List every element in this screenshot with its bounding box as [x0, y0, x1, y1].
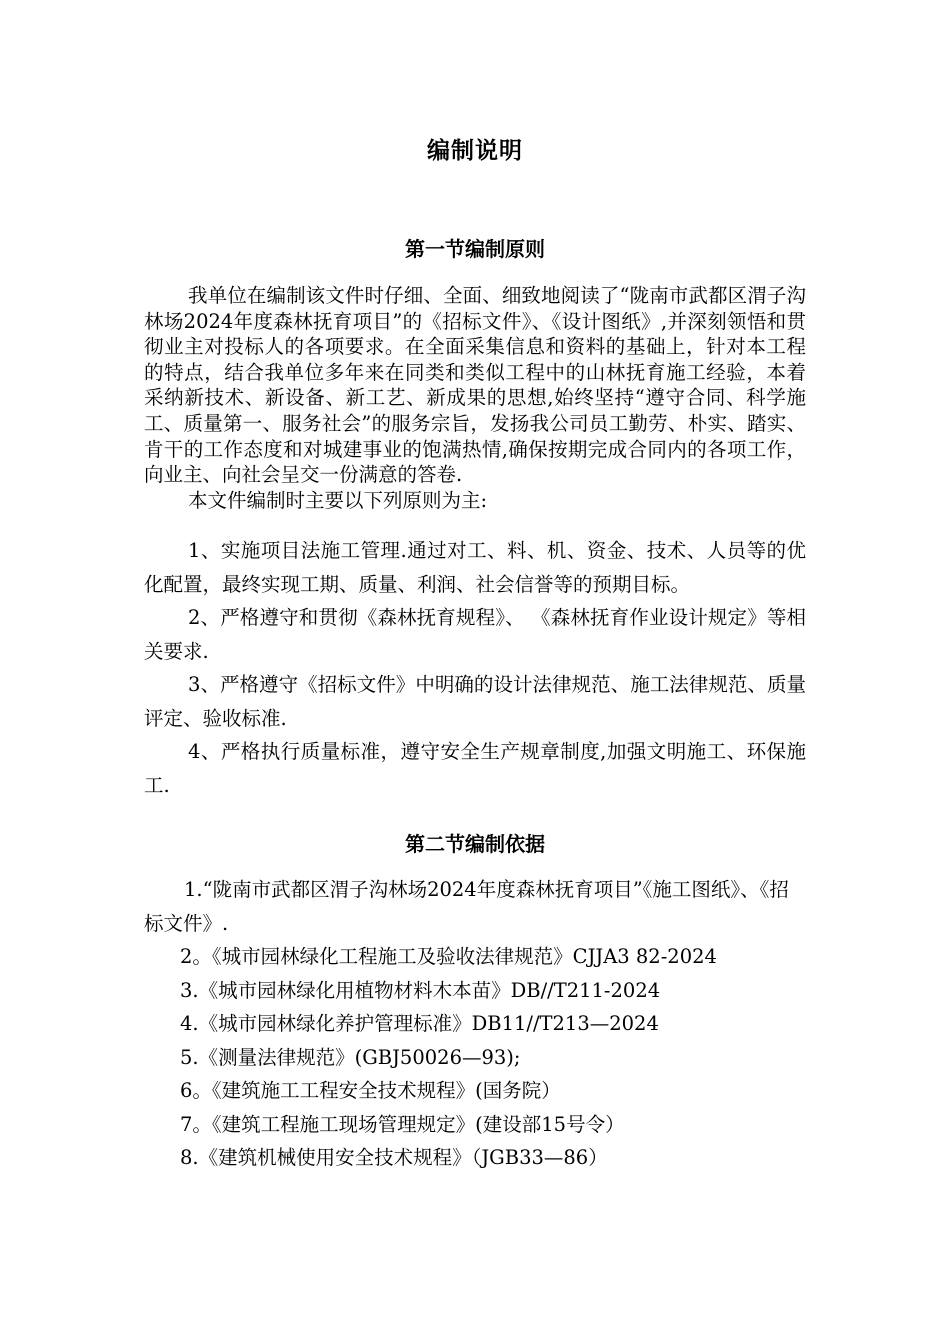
intro-paragraph: 我单位在编制该文件时仔细、全面、细致地阅读了“陇南市武都区渭子沟林场2024年度森林抚育项目”的《招标文件》、《设计图纸》,并深刻领悟和贯彻业主对投标人的各项要求。在全面采集信息和资料的基础上，针对本工程的特点，结合我单位多年来在同类和类似工程中的山林抚育施工经验，本着采纳新技术、新设备、新工艺、新成果的思想,始终坚持“遵守合同、科学施工、质量第一、服务社会”的服务宗旨，发扬我公司员工勤劳、朴实、踏实、肯干的工作态度和对城建事业的饱满热情,确保按期完成合同内的各项工作，向业主、向社会呈交一份满意的答卷. — [144, 284, 806, 487]
basis-item-6: 6。《建筑施工工程安全技术规程》(国务院） — [180, 1079, 561, 1102]
principles-list — [144, 534, 806, 802]
principles-lead: 本文件编制时主要以下列原则为主: — [188, 488, 488, 512]
principle-item-3: 3、严格遵守《招标文件》中明确的设计法律规范、施工法律规范、质量评定、验收标准. — [144, 673, 806, 730]
section-1-intro — [144, 283, 806, 513]
basis-item-1: 1.“陇南市武都区渭子沟林场2024年度森林抚育项目”《施工图纸》、《招标文件》. — [144, 878, 789, 935]
basis-list — [144, 873, 806, 1175]
basis-item-4: 4.《城市园林绿化养护管理标准》DB11//T213—2024 — [180, 1012, 659, 1035]
basis-item-5: 5.《测量法律规范》(GBJ50026—93); — [180, 1045, 521, 1069]
section-2-title: 第二节编制依据 — [405, 832, 545, 856]
document-title: 编制说明 — [427, 138, 523, 164]
basis-item-2: 2。《城市园林绿化工程施工及验收法律规范》CJJA3 82-2024 — [180, 945, 717, 968]
principle-item-1: 1、实施项目法施工管理.通过对工、料、机、资金、技术、人员等的优化配置，最终实现工期、质量、利润、社会信誉等的预期目标。 — [144, 539, 806, 596]
principle-item-2: 2、严格遵守和贯彻《森林抚育规程》、 《森林抚育作业设计规定》等相关要求. — [144, 606, 806, 663]
basis-item-3: 3.《城市园林绿化用植物材料木本苗》DB//T211-2024 — [180, 978, 661, 1002]
section-1-title: 第一节编制原则 — [405, 237, 545, 261]
basis-item-7: 7。《建筑工程施工现场管理规定》(建设部15号令） — [180, 1112, 625, 1136]
principle-item-4: 4、严格执行质量标准，遵守安全生产规章制度,加强文明施工、环保施工. — [144, 740, 806, 797]
basis-item-8: 8.《建筑机械使用安全技术规程》（JGB33—86） — [180, 1146, 608, 1169]
